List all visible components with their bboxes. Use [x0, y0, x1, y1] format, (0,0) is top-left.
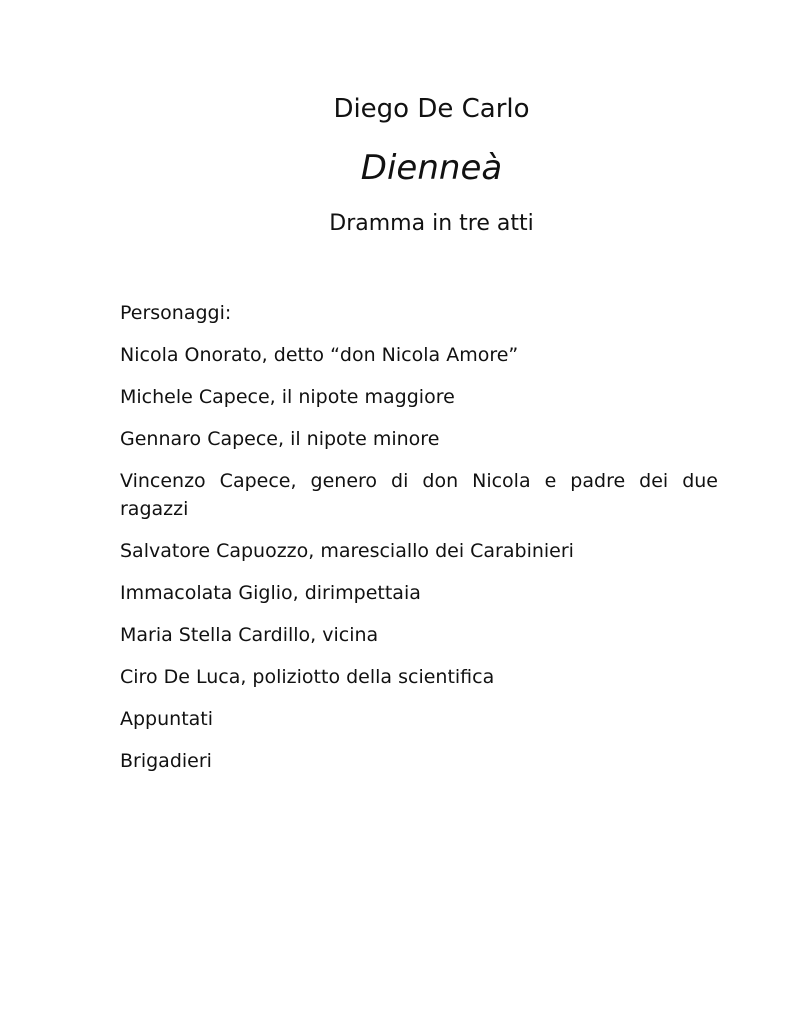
cast-list — [120, 341, 718, 775]
cast-item: Brigadieri — [120, 750, 212, 772]
cast-item: Nicola Onorato, detto “don Nicola Amore” — [120, 344, 519, 366]
cast-item: Appuntati — [120, 708, 214, 730]
play-subtitle: Dramma in tre atti — [329, 211, 534, 236]
author-name: Diego De Carlo — [333, 94, 530, 124]
cast-item: Ciro De Luca, poliziotto della scientifica — [120, 666, 495, 688]
cast-item: Maria Stella Cardillo, vicina — [120, 624, 379, 646]
cast-item: Michele Capece, il nipote maggiore — [120, 386, 455, 408]
cast-item: Gennaro Capece, il nipote minore — [120, 428, 440, 450]
cast-item: Vincenzo Capece, genero di don Nicola e padre dei due ragazzi — [120, 470, 718, 520]
play-title: Dienneà — [360, 148, 503, 188]
cast-section — [120, 299, 718, 789]
cast-item: Salvatore Capuozzo, maresciallo dei Carabinieri — [120, 540, 574, 562]
cast-item: Immacolata Giglio, dirimpettaia — [120, 582, 421, 604]
cast-heading: Personaggi: — [120, 302, 232, 324]
